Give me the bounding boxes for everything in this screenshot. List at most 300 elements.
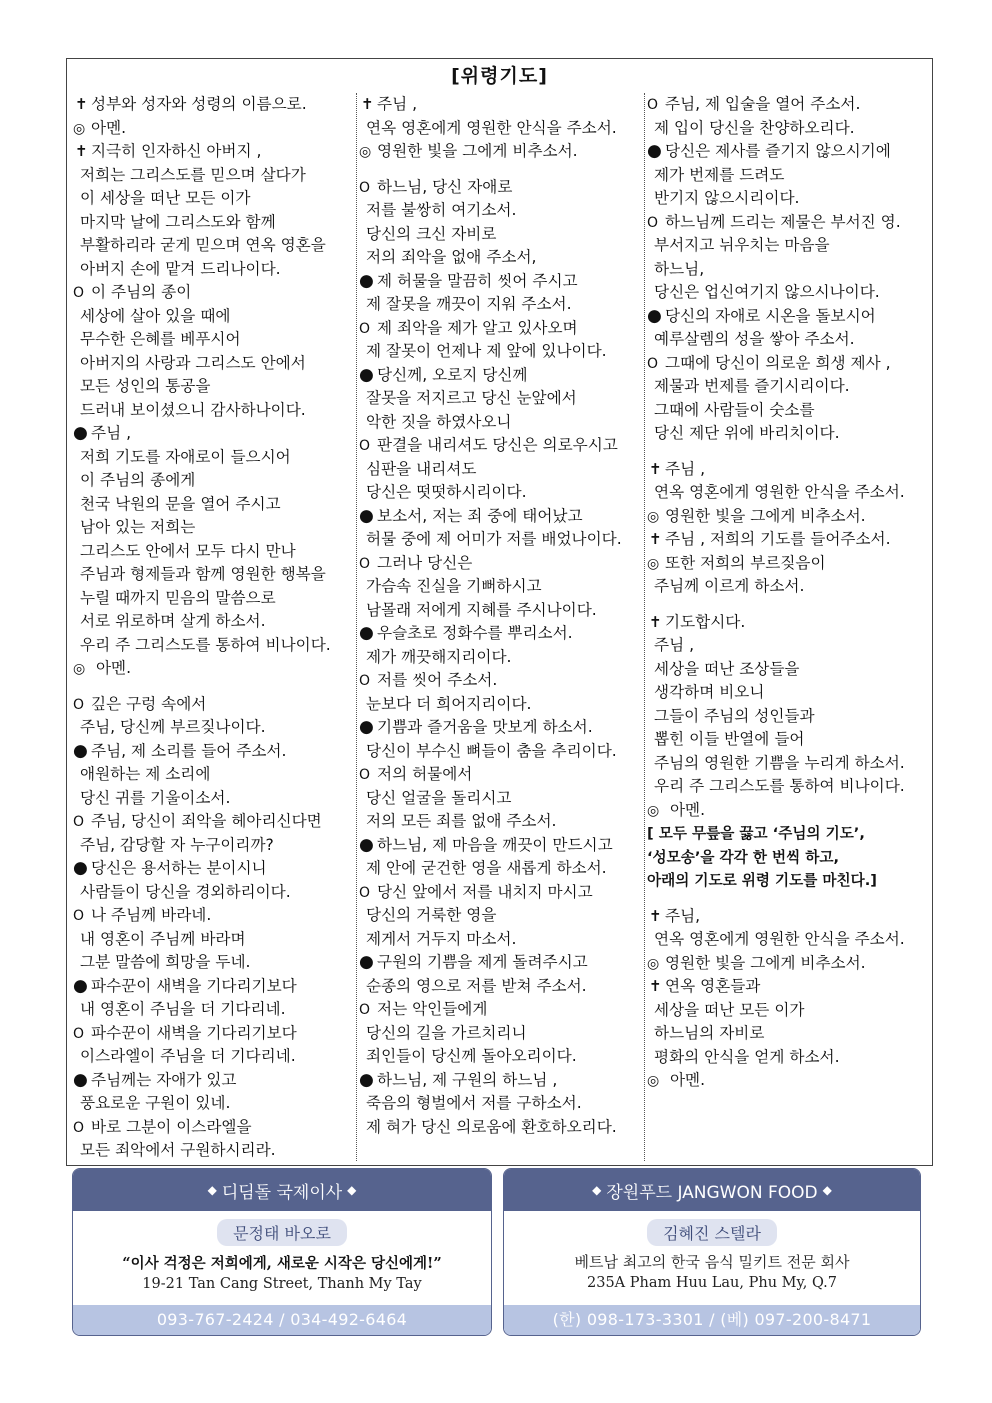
prayer-text: 세상을 떠난 조상들을 [654,659,800,678]
prayer-text: 저의 모든 죄를 없애 주소서. [366,812,557,830]
prayer-text: 파수꾼이 새벽을 기다리기보다 [91,976,297,995]
prayer-line [73,634,355,658]
prayer-line [647,258,931,282]
prayer-line [73,93,355,117]
prayer-line [647,117,931,141]
prayer-text: 그리스도 안에서 모두 다시 만나 [80,541,296,560]
prayer-line [359,998,643,1022]
prayer-text: 아멘. [91,118,127,137]
prayer-line [359,599,643,623]
prayer-line [359,505,643,529]
prayer-line [359,117,643,141]
company-name: 디딤돌 국제이사 [221,1182,343,1203]
prayer-text: 하느님께 드리는 제물은 부서진 영. [665,212,901,231]
prayer-text: 하느님, 제 구원의 하느님 , [377,1070,558,1089]
prayer-text: 누릴 때까지 믿음의 말씀으로 [80,588,276,607]
prayer-line [73,787,355,811]
prayer-line [647,1046,931,1070]
prayer-text: 저희는 그리스도를 믿으며 살다가 [80,165,306,184]
prayer-line [647,975,931,999]
circle-marker-icon: O [73,696,85,713]
prayer-line [647,93,931,117]
prayer-text: 저의 죄악을 없애 주소서, [366,248,537,266]
prayer-text: 주님과 형제들과 함께 영원한 행복을 [80,565,326,583]
prayer-text: 악한 짓을 하였사오니 [366,412,512,431]
ad-phone: 093-767-2424 / 034-492-6464 [73,1305,491,1335]
cross-icon: ✝ [649,530,662,548]
prayer-text: 평화의 안식을 얻게 하소서. [654,1047,840,1066]
prayer-line [647,352,931,376]
prayer-text: 남몰래 저에게 지혜를 주시나이다. [366,600,597,619]
prayer-line [359,716,643,740]
prayer-line [359,481,643,505]
prayer-line [73,740,355,764]
prayer-line [73,352,355,376]
prayer-text: 제 잘못이 언제나 제 앞에 있나이다. [366,342,607,360]
prayer-line [647,928,931,952]
prayer-line [73,998,355,1022]
prayer-line [73,657,355,681]
prayer-text: 당신이 부수신 뼈들이 춤을 추리이다. [366,741,617,760]
prayer-text: 제 입이 당신을 찬양하오리다. [654,118,855,137]
contact-name: 김혜진 스텔라 [647,1219,777,1246]
prayer-text: 제물과 번제를 즐기시리이다. [654,377,850,395]
prayer-text: 당신 얼굴을 돌리시고 [366,788,512,807]
prayer-line [359,740,643,764]
prayer-text: 성부와 성자와 성령의 이름으로. [91,95,307,113]
ad-card-didimdol [72,1168,492,1336]
prayer-text: 아멘. [665,1071,706,1089]
circle-marker-icon: O [359,179,371,196]
prayer-text: 당신의 거룩한 영을 [366,906,497,924]
column-divider [644,93,645,1161]
prayer-text: 주님 , 저희의 기도를 들어주소서. [665,530,891,548]
prayer-text: 바로 그분이 이스라엘을 [91,1117,252,1136]
double-circle-icon: ◎ [73,120,86,137]
prayer-text: 저의 허물에서 [377,765,473,783]
prayer-text: 죽음의 형벌에서 저를 구하소서. [366,1094,582,1112]
prayer-line [647,575,931,599]
double-circle-icon: ◎ [647,555,660,572]
diamond-icon: ◆ [347,1183,357,1197]
prayer-text: 연옥 영혼에게 영원한 안식을 주소서. [366,118,617,137]
prayer-text: 제가 깨끗해지리이다. [366,647,512,666]
prayer-text: 제 허물을 말끔히 씻어 주시고 [377,271,578,290]
stanza-gap [647,599,931,611]
prayer-line [73,493,355,517]
prayer-line [359,340,643,364]
prayer-text: ‘성모송’을 각각 한 번씩 하고, [647,848,840,866]
prayer-line [73,540,355,564]
prayer-text: 저를 불쌍히 여기소서. [366,201,517,219]
prayer-text: 하느님, 제 마음을 깨끗이 만드시고 [377,835,613,854]
prayer-text: 주님께 이르게 하소서. [654,577,805,595]
prayer-line [647,328,931,352]
prayer-text: 또한 저희의 부르짖음이 [665,553,826,572]
prayer-line [73,928,355,952]
prayer-text: 그들이 주님의 성인들과 [654,706,815,725]
prayer-line [359,317,643,341]
prayer-line [73,140,355,164]
ad-header [504,1169,920,1211]
prayer-text: 내 영혼이 주님을 더 기다리네. [80,1000,286,1018]
prayer-line [73,117,355,141]
prayer-text: 연옥 영혼에게 영원한 안식을 주소서. [654,930,905,948]
prayer-text: 눈보다 더 희어지리이다. [366,694,532,713]
prayer-line [359,199,643,223]
prayer-text: 마지막 날에 그리스도와 함께 [80,212,276,231]
prayer-line [73,810,355,834]
circle-marker-icon: O [647,214,659,231]
prayer-text: 순종의 영으로 저를 받쳐 주소서. [366,976,587,995]
prayer-line [359,693,643,717]
cross-icon: ✝ [75,142,88,160]
prayer-text: 드러내 보이셨으니 감사하나이다. [80,400,306,419]
prayer-line [73,904,355,928]
prayer-line [647,422,931,446]
prayer-text: 우리 주 그리스도를 통하여 비나이다. [654,777,905,795]
cross-icon: ✝ [649,977,662,995]
prayer-text: 나 주님께 바라네. [91,906,212,924]
prayer-text: 애원하는 제 소리에 [80,765,211,783]
prayer-line [359,93,643,117]
prayer-line [73,951,355,975]
prayer-line [647,481,931,505]
prayer-frame [66,58,933,1166]
prayer-line [359,857,643,881]
prayer-text: 저는 악인들에게 [377,1000,488,1018]
prayer-line [647,305,931,329]
prayer-line [73,1045,355,1069]
prayer-text: 허물 중에 제 어미가 저를 배었나이다. [366,530,622,548]
prayer-text: 주님, 제 소리를 들어 주소서. [91,741,287,760]
prayer-text: 모든 성인의 통공을 [80,377,211,395]
prayer-line [647,1022,931,1046]
prayer-line [647,752,931,776]
cross-icon: ✝ [649,612,662,631]
cross-icon: ✝ [75,95,88,113]
page-title: [위령기도] [451,65,548,87]
prayer-text: 제게서 거두지 마소서. [366,929,517,948]
filled-dot-icon: ● [359,505,374,526]
prayer-line [73,328,355,352]
prayer-text: 우슬초로 정화수를 뿌리소서. [377,624,573,642]
prayer-text: 주님 , [377,95,418,113]
prayer-text: 그때에 사람들이 숫소를 [654,400,815,419]
prayer-line [647,775,931,799]
prayer-text: 주님 , [91,424,132,442]
prayer-line [73,881,355,905]
circle-marker-icon: O [73,908,85,924]
prayer-text: 남아 있는 저희는 [80,518,196,536]
prayer-text: 우리 주 그리스도를 통하여 비나이다. [80,635,331,654]
prayer-line [647,905,931,929]
filled-dot-icon: ● [359,717,374,737]
prayer-line [359,1116,643,1140]
circle-marker-icon: O [359,767,371,783]
prayer-text: 당신 제단 위에 바리치이다. [654,424,840,442]
prayer-text: 당신 앞에서 저를 내치지 마시고 [377,882,593,901]
prayer-line [73,164,355,188]
prayer-line [73,857,355,881]
prayer-text: 부활하리라 굳게 믿으며 연옥 영혼을 [80,236,326,254]
prayer-text: 서로 위로하며 살게 하소서. [80,612,266,630]
prayer-line [73,469,355,493]
prayer-line [73,375,355,399]
prayer-line [73,763,355,787]
filled-dot-icon: ● [73,1069,88,1090]
prayer-line [647,458,931,482]
filled-dot-icon: ● [359,364,374,385]
prayer-text: 제 죄악을 제가 알고 있사오며 [377,318,578,337]
prayer-line [647,634,931,658]
filled-dot-icon: ● [73,858,88,878]
ad-address: 235A Pham Huu Lau, Phu My, Q.7 [587,1275,837,1291]
prayer-text: 당신은 용서하는 분이시니 [91,859,267,877]
circle-marker-icon: O [359,438,371,454]
circle-marker-icon: O [359,673,371,689]
ad-phone: (한) 098-173-3301 / (베) 097-200-8471 [504,1305,920,1335]
ad-header [73,1169,491,1211]
prayer-line [359,834,643,858]
prayer-text: 제 잘못을 깨끗이 지워 주소서. [366,295,572,313]
prayer-line [359,1092,643,1116]
prayer-line [359,552,643,576]
prayer-line [647,399,931,423]
prayer-text: 아래의 기도로 위령 기도를 마친다.] [647,872,877,889]
stanza-gap [647,893,931,905]
prayer-text: 이 주님의 종에게 [80,471,196,489]
prayer-text: 영원한 빛을 그에게 비추소서. [665,506,866,525]
cross-icon: ✝ [649,906,662,925]
prayer-line [73,1116,355,1140]
prayer-text: 그때에 당신이 의로운 희생 제사 , [665,353,891,372]
prayer-line [647,999,931,1023]
prayer-line [73,187,355,211]
prayer-text: 영원한 빛을 그에게 비추소서. [665,953,866,972]
filled-dot-icon: ● [359,623,374,643]
prayer-line [73,399,355,423]
prayer-line [359,1069,643,1093]
prayer-text: 그러나 당신은 [377,553,473,572]
prayer-text: 뽑힌 이들 반열에 들어 [654,730,805,748]
prayer-line [647,552,931,576]
prayer-text: 잘못을 저지르고 당신 눈앞에서 [366,389,577,407]
prayer-text: 그분 말씀에 희망을 두네. [80,953,251,971]
prayer-line [647,822,931,846]
prayer-text: 당신은 업신여기지 않으시나이다. [654,283,880,301]
filled-dot-icon: ● [73,975,88,996]
prayer-text: 내 영혼이 주님께 바라며 [80,929,246,948]
diamond-icon: ◆ [822,1183,832,1197]
prayer-line [359,411,643,435]
prayer-line [73,258,355,282]
prayer-line [73,422,355,446]
prayer-text: 주님, 제 입술을 열어 주소서. [665,95,861,113]
prayer-line [359,975,643,999]
prayer-line [73,516,355,540]
prayer-line [359,246,643,270]
prayer-text: 연옥 영혼에게 영원한 안식을 주소서. [654,483,905,501]
filled-dot-icon: ● [647,141,662,161]
prayer-text: 하느님, [654,259,705,278]
prayer-line [359,270,643,294]
circle-marker-icon: O [73,1025,85,1042]
stanza-gap [647,446,931,458]
prayer-line [73,610,355,634]
prayer-line [647,952,931,976]
prayer-text: 영원한 빛을 그에게 비추소서. [377,142,578,160]
prayer-line [359,787,643,811]
filled-dot-icon: ● [359,270,374,291]
prayer-text: 깊은 구렁 속에서 [91,694,207,713]
prayer-text: 주님, [665,906,701,925]
double-circle-icon: ◎ [647,955,660,972]
double-circle-icon: ◎ [647,802,660,819]
prayer-line [73,1022,355,1046]
diamond-icon: ◆ [207,1183,217,1197]
prayer-line [647,658,931,682]
filled-dot-icon: ● [73,423,88,443]
prayer-line [647,1069,931,1093]
prayer-line [73,446,355,470]
prayer-text: 주님 , [654,636,695,654]
prayer-text: 아버지의 사랑과 그리스도 안에서 [80,353,306,372]
prayer-line [359,293,643,317]
cross-icon: ✝ [649,459,662,478]
double-circle-icon: ◎ [359,144,372,160]
prayer-line [359,458,643,482]
prayer-line [647,705,931,729]
stanza-gap [359,164,643,176]
ad-slogan: “이사 걱정은 저희에게, 새로운 시작은 당신에게!” [122,1255,442,1272]
prayer-line [359,364,643,388]
prayer-line [359,904,643,928]
prayer-line [73,1139,355,1163]
prayer-text: 부서지고 뉘우치는 마음을 [654,236,830,254]
filled-dot-icon: ● [359,1069,374,1090]
prayer-text: 보소서, 저는 죄 중에 태어났고 [377,506,583,525]
double-circle-icon: ◎ [647,1073,660,1089]
prayer-text: 파수꾼이 새벽을 기다리기보다 [91,1023,297,1042]
prayer-line [73,693,355,717]
prayer-text: 천국 낙원의 문을 열어 주시고 [80,494,281,513]
circle-marker-icon: O [73,814,85,830]
diamond-icon: ◆ [592,1183,602,1197]
prayer-line [647,528,931,552]
prayer-text: 이 주님의 종이 [91,283,192,301]
prayer-line [73,211,355,235]
prayer-line [647,611,931,635]
prayer-text: 판결을 내리셔도 당신은 의로우시고 [377,436,618,454]
prayer-text: 심판을 내리셔도 [366,459,477,478]
circle-marker-icon: O [647,97,659,113]
filled-dot-icon: ● [647,305,662,326]
prayer-text: 생각하며 비오니 [654,683,765,701]
prayer-line [647,846,931,870]
cross-icon: ✝ [361,95,374,113]
prayer-text: [ 모두 무릎을 끓고 ‘주님의 기도’, [647,825,865,842]
circle-marker-icon: O [73,285,85,301]
ad-card-jangwon [503,1168,921,1336]
circle-marker-icon: O [647,355,659,372]
prayer-line [359,528,643,552]
circle-marker-icon: O [359,884,371,901]
prayer-text: 죄인들이 당신께 돌아오리이다. [366,1047,577,1065]
filled-dot-icon: ● [359,834,374,855]
prayer-text: 주님, 감당할 자 누구이리까? [80,835,274,854]
company-name: 장원푸드 JANGWON FOOD [606,1182,818,1203]
prayer-text: 당신의 길을 가르치리니 [366,1023,527,1042]
prayer-text: 하느님, 당신 자애로 [377,177,513,196]
prayer-line [647,211,931,235]
prayer-line [73,716,355,740]
prayer-line [647,505,931,529]
ad-address: 19-21 Tan Cang Street, Thanh My Tay [142,1276,422,1292]
prayer-line [359,622,643,646]
prayer-line [647,140,931,164]
prayer-line [647,681,931,705]
prayer-line [73,563,355,587]
prayer-text: 풍요로운 구원이 있네. [80,1094,231,1112]
prayer-text: 사람들이 당신을 경외하리이다. [80,882,291,901]
prayer-text: 무수한 은혜를 베푸시어 [80,330,241,348]
prayer-text: 당신의 크신 자비로 [366,224,497,243]
prayer-text: 주님의 영원한 기쁨을 누리게 하소서. [654,753,905,772]
circle-marker-icon: O [73,1119,85,1136]
prayer-line [647,164,931,188]
prayer-line [359,810,643,834]
prayer-line [359,1022,643,1046]
prayer-line [359,176,643,200]
prayer-text: 예루살렘의 성을 쌓아 주소서. [654,330,855,348]
prayer-text: 주님, 당신께 부르짖나이다. [80,718,266,736]
prayer-text: 당신은 떳떳하시리이다. [366,483,527,501]
prayer-text: 당신께, 오로지 당신께 [377,365,528,384]
prayer-text: 가슴속 진실을 기뻐하시고 [366,577,542,595]
prayer-text: 연옥 영혼들과 [665,977,761,995]
prayer-line [73,1069,355,1093]
prayer-line [359,646,643,670]
prayer-text: 제 혀가 당신 의로움에 환호하오리다. [366,1117,617,1136]
prayer-line [359,387,643,411]
prayer-text: 기쁨과 즐거움을 맛보게 하소서. [377,718,593,736]
circle-marker-icon: O [359,555,371,572]
contact-name: 문정태 바오로 [217,1219,347,1246]
prayer-line [647,281,931,305]
prayer-line [647,869,931,893]
stanza-gap [73,681,355,693]
prayer-text: 당신은 제사를 즐기지 않으시기에 [665,142,891,160]
prayer-line [647,234,931,258]
filled-dot-icon: ● [73,740,88,761]
prayer-column-3 [647,93,931,1093]
circle-marker-icon: O [359,320,371,337]
prayer-line [359,434,643,458]
prayer-text: 주님 , [665,459,706,478]
prayer-text: 모든 죄악에서 구원하시리라. [80,1141,276,1159]
double-circle-icon: ◎ [647,508,660,525]
prayer-text: 세상에 살아 있을 때에 [80,306,231,325]
prayer-text: 아멘. [91,659,132,677]
prayer-text: 당신의 자애로 시온을 돌보시어 [665,306,876,325]
prayer-text: 이 세상을 떠난 모든 이가 [80,189,251,207]
prayer-text: 제 안에 굳건한 영을 새롭게 하소서. [366,859,607,877]
prayer-line [73,975,355,999]
prayer-line [359,140,643,164]
prayer-text: 저희 기도를 자애로이 들으시어 [80,447,291,466]
prayer-line [359,951,643,975]
